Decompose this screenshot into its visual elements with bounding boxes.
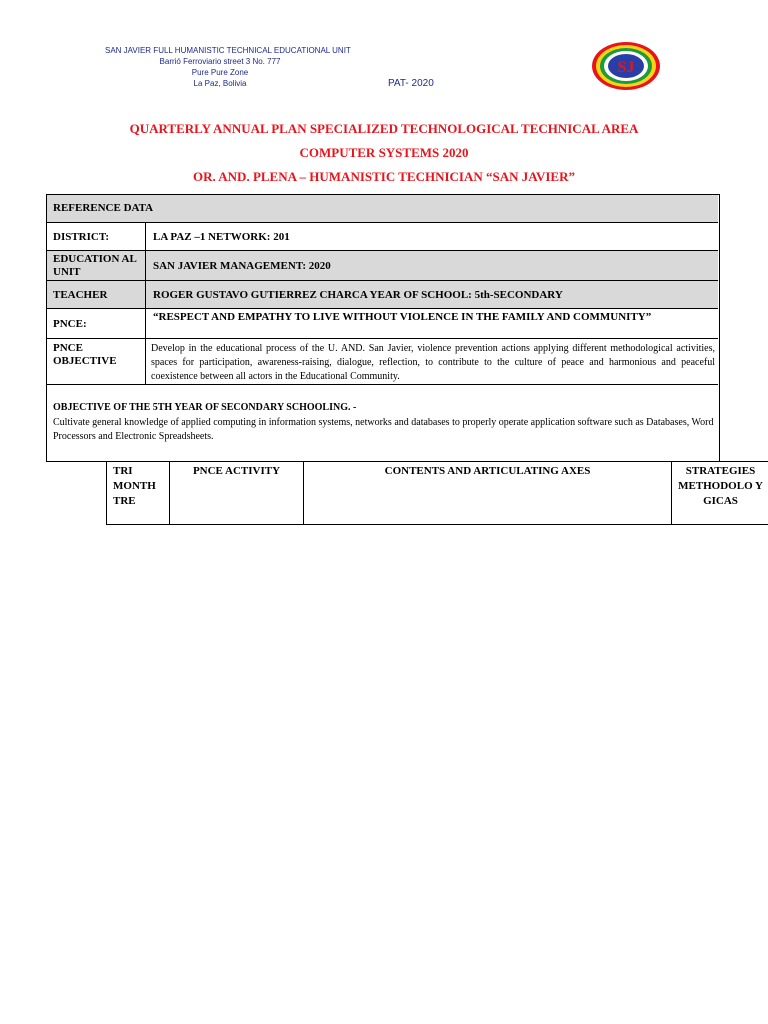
col-trimester: TRI MONTH TRE bbox=[107, 462, 170, 524]
col-strategies bbox=[672, 462, 768, 524]
district-row bbox=[47, 223, 718, 251]
activity-table-header bbox=[106, 461, 768, 525]
logo-monogram: SJ bbox=[617, 59, 635, 76]
objective-value: Develop in the educational process of the U. AND. San Javier, violence prevention actions applying different methodological activities, spaces for participation, awareness-raising, dialogue, reflection, to contribute to the culture of peace and harmonious and peaceful coexistence between all actors in the Educational Community. bbox=[151, 343, 715, 382]
year-objective-text: Cultivate general knowledge of applied computing in information systems, networks and databases to properly operate application software such as Databases, Word Processors and Electronic Spreadsheets. bbox=[53, 417, 714, 442]
objective-row bbox=[47, 339, 718, 385]
district-label: DISTRICT: bbox=[53, 231, 110, 243]
pat-label: PAT- 2020 bbox=[388, 78, 434, 89]
school-address-block bbox=[105, 45, 351, 89]
school-address: Barrió Ferroviario street 3 No. 777 bbox=[159, 57, 281, 66]
school-zone: Pure Pure Zone bbox=[191, 68, 249, 77]
plan-subtitle: COMPUTER SYSTEMS 2020 bbox=[299, 145, 469, 160]
objective-label: PNCE OBJECTIVE bbox=[53, 342, 117, 367]
label-column-divider bbox=[145, 223, 146, 385]
pnce-label: PNCE: bbox=[53, 318, 87, 330]
reference-heading-row bbox=[47, 195, 718, 223]
unit-row bbox=[47, 251, 718, 281]
teacher-label: TEACHER bbox=[53, 289, 108, 301]
unit-label: EDUCATION AL UNIT bbox=[53, 253, 137, 278]
pnce-value: “RESPECT AND EMPATHY TO LIVE WITHOUT VIOLENCE IN THE FAMILY AND COMMUNITY” bbox=[153, 311, 652, 323]
school-city: La Paz, Bolivia bbox=[193, 79, 247, 88]
school-name: SAN JAVIER FULL HUMANISTIC TECHNICAL EDUCATIONAL UNIT bbox=[105, 46, 351, 55]
year-objective-title: OBJECTIVE OF THE 5TH YEAR OF SECONDARY SCHOOLING. - bbox=[53, 402, 357, 413]
school-logo bbox=[590, 40, 662, 92]
reference-data-table bbox=[46, 194, 720, 462]
teacher-value: ROGER GUSTAVO GUTIERREZ CHARCA YEAR OF SCHOOL: 5th-SECONDARY bbox=[153, 289, 563, 301]
unit-value: SAN JAVIER MANAGEMENT: 2020 bbox=[153, 260, 331, 272]
district-value: LA PAZ –1 NETWORK: 201 bbox=[153, 231, 290, 243]
col-pnce-activity: PNCE ACTIVITY bbox=[170, 462, 304, 524]
reference-heading: REFERENCE DATA bbox=[53, 202, 154, 214]
pnce-row bbox=[47, 309, 718, 339]
plan-title: QUARTERLY ANNUAL PLAN SPECIALIZED TECHNOLOGICAL TECHNICAL AREA bbox=[129, 121, 639, 136]
col-contents: CONTENTS AND ARTICULATING AXES bbox=[304, 462, 672, 524]
plan-institution: OR. AND. PLENA – HUMANISTIC TECHNICIAN “SAN JAVIER” bbox=[193, 169, 575, 184]
teacher-row bbox=[47, 281, 718, 309]
col-strategies-label: STRATEGIES METHODOLO Y GICAS bbox=[678, 465, 763, 507]
